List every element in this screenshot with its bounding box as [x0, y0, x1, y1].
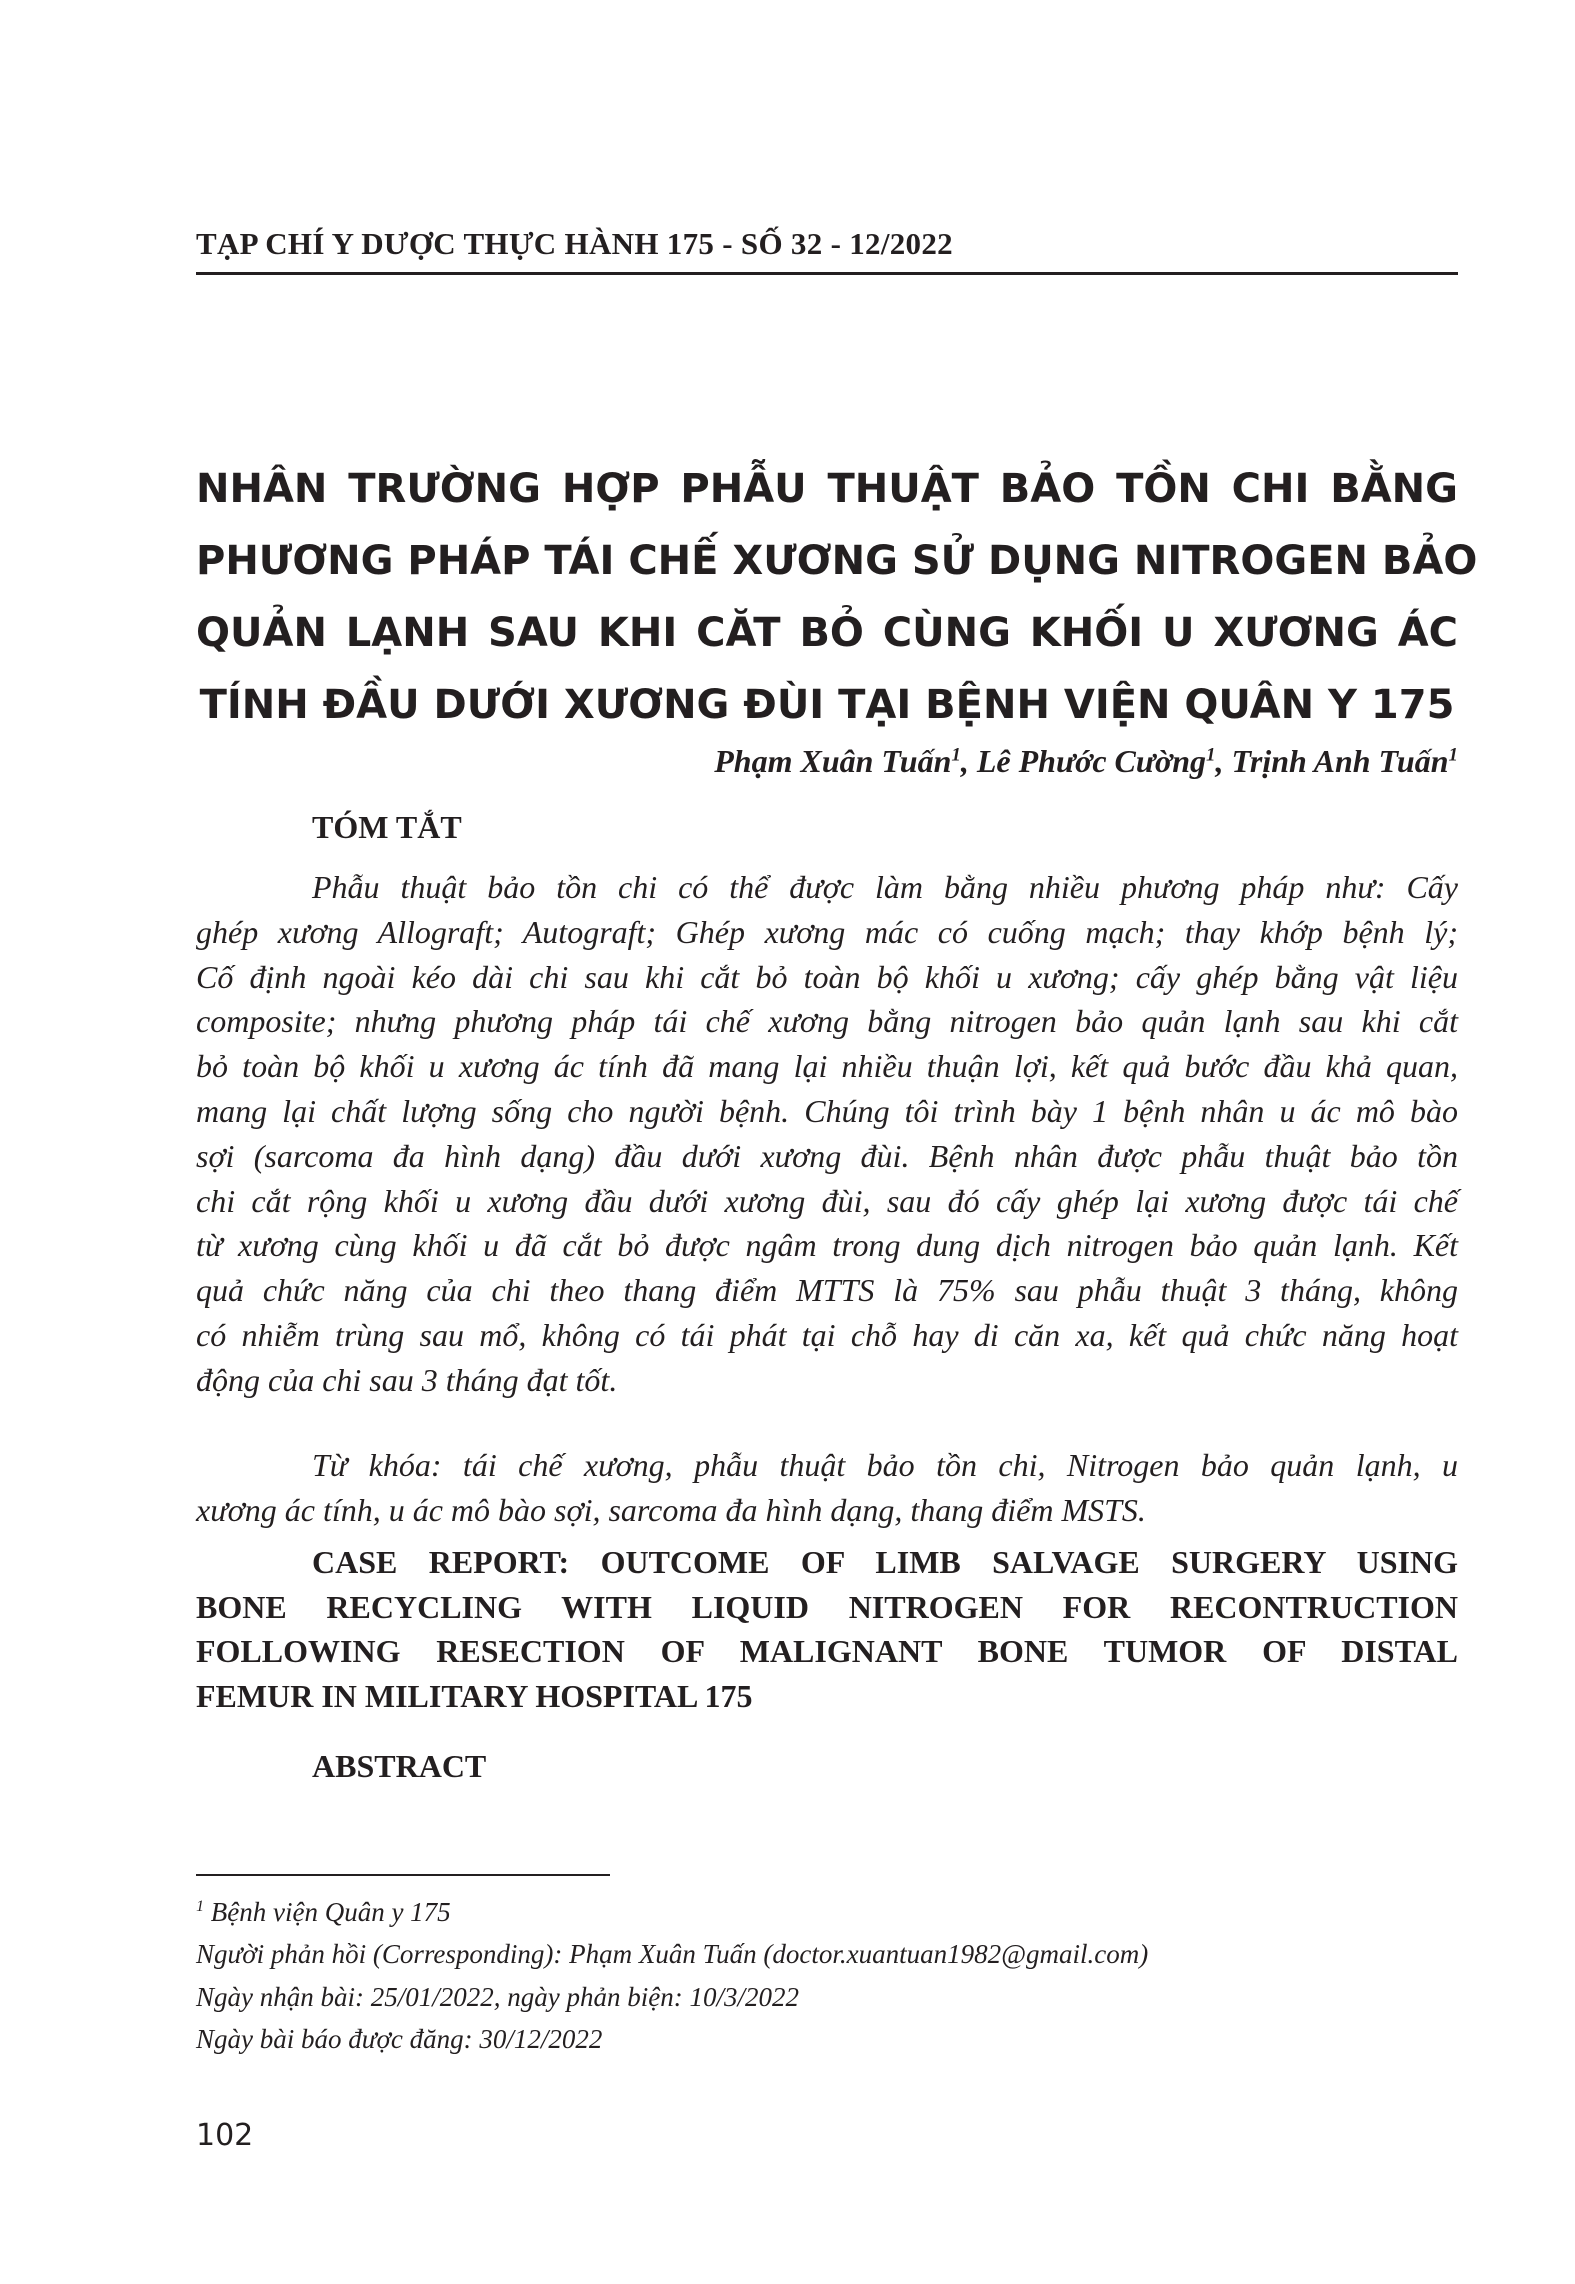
tomtat-heading: TÓM TẮT [312, 809, 462, 845]
title-line: TÍNH ĐẦU DƯỚI XƯƠNG ĐÙI TẠI BỆNH VIỆN QUÂN Y 175 [199, 682, 1455, 728]
vietnamese-abstract [196, 865, 1458, 1403]
footnote-affiliation-text: Bệnh viện Quân y 175 [204, 1897, 451, 1927]
keywords-line: xương ác tính, u ác mô bào sợi, sarcoma đa hình dạng, thang điểm MSTS. [196, 1491, 1146, 1528]
abstract-line: Cố định ngoài kéo dài chi sau khi cắt bỏ toàn bộ khối u xương; cấy ghép bằng vật liệu [196, 958, 1458, 995]
author-separator: , [1215, 743, 1232, 779]
footnote-affiliation [196, 1886, 1458, 1933]
affiliation-mark: 1 [1448, 744, 1458, 766]
footnotes [196, 1886, 1458, 2060]
abstract-line: sợi (sarcoma đa hình dạng) đầu dưới xương đùi. Bệnh nhân được phẫu thuật bảo tồn [196, 1137, 1458, 1174]
title-line: PHƯƠNG PHÁP TÁI CHẾ XƯƠNG SỬ DỤNG NITROGEN BẢO [196, 538, 1478, 584]
english-title-line: BONE RECYCLING WITH LIQUID NITROGEN FOR RECONTRUCTION [196, 1588, 1458, 1625]
keywords-line: Từ khóa: tái chế xương, phẫu thuật bảo tồn chi, Nitrogen bảo quản lạnh, u [312, 1447, 1458, 1483]
article-title [196, 453, 1478, 741]
abstract-line: động của chi sau 3 tháng đạt tốt. [196, 1361, 618, 1398]
abstract-line: Phẫu thuật bảo tồn chi có thể được làm bằng nhiều phương pháp như: Cấy [312, 869, 1458, 905]
abstract-line: composite; nhưng phương pháp tái chế xương bằng nitrogen bảo quản lạnh sau khi cắt [196, 1003, 1458, 1040]
affiliation-mark: 1 [1206, 744, 1216, 766]
author-separator: , [960, 743, 977, 779]
author-name: Trịnh Anh Tuấn [1231, 743, 1449, 779]
keywords [196, 1443, 1458, 1533]
footnote-published: Ngày bài báo được đăng: 30/12/2022 [196, 2023, 603, 2054]
title-line: QUẢN LẠNH SAU KHI CĂT BỎ CÙNG KHỐI U XƯƠNG ÁC [196, 610, 1458, 656]
english-title-line: FEMUR IN MILITARY HOSPITAL 175 [196, 1677, 753, 1714]
page-number: 102 [196, 2118, 254, 2153]
abstract-line: chi cắt rộng khối u xương đầu dưới xương đùi, sau đó cấy ghép lại xương được tái chế [196, 1182, 1458, 1219]
english-title-line: CASE REPORT: OUTCOME OF LIMB SALVAGE SURGERY USING [312, 1544, 1458, 1580]
title-line: NHÂN TRƯỜNG HỢP PHẪU THUẬT BẢO TỒN CHI BẰNG [196, 466, 1458, 512]
journal-header: TẠP CHÍ Y DƯỢC THỰC HÀNH 175 - SỐ 32 - 12/2022 [196, 226, 1458, 275]
abstract-line: từ xương cùng khối u đã cắt bỏ được ngâm trong dung dịch nitrogen bảo quản lạnh. Kết [196, 1227, 1458, 1264]
abstract-line: bỏ toàn bộ khối u xương ác tính đã mang lại nhiều thuận lợi, kết quả bước đầu khả quan, [196, 1048, 1458, 1085]
author-name: Lê Phước Cường [976, 743, 1206, 779]
english-title [196, 1540, 1458, 1718]
footnote-corresponding: Người phản hồi (Corresponding): Phạm Xuân Tuấn (doctor.xuantuan1982@gmail.com) [196, 1939, 1149, 1970]
footnote-divider [196, 1874, 610, 1876]
abstract-line: quả chức năng của chi theo thang điểm MTTS là 75% sau phẫu thuật 3 tháng, không [196, 1272, 1458, 1309]
english-title-line: FOLLOWING RESECTION OF MALIGNANT BONE TUMOR OF DISTAL [196, 1633, 1458, 1669]
abstract-line: ghép xương Allograft; Autograft; Ghép xương mác có cuống mạch; thay khớp bệnh lý; [196, 913, 1458, 950]
footnote-received: Ngày nhận bài: 25/01/2022, ngày phản biện: 10/3/2022 [196, 1981, 799, 2012]
abstract-line: mang lại chất lượng sống cho người bệnh. Chúng tôi trình bày 1 bệnh nhân u ác mô bào [196, 1092, 1458, 1129]
author-list [196, 743, 1458, 780]
affiliation-mark: 1 [951, 744, 961, 766]
abstract-heading: ABSTRACT [312, 1748, 487, 1784]
footnote-mark: 1 [196, 1898, 204, 1915]
author-name: Phạm Xuân Tuấn [714, 743, 952, 779]
abstract-line: có nhiễm trùng sau mổ, không có tái phát tại chỗ hay di căn xa, kết quả chức năng hoạt [196, 1316, 1458, 1353]
